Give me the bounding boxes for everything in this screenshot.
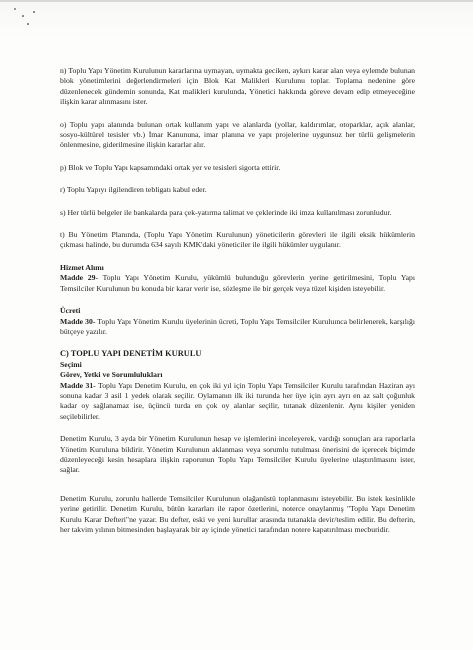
heading-gorev-yetki: Görev, Yetki ve Sorumlulukları	[60, 370, 163, 380]
paragraph-o: o) Toplu yapı alanında bulunan ortak kullanım yapı ve alanlarda (yollar, kaldırımlar, otoparklar, açık alanlar, sosyo-kültürel tesisler vb.) İmar Kanununa, imar planına ve yapı projelerine uygunsuz her türlü gelişmelerin önlenmesine, giderilmesine ilişkin kararlar alır.	[60, 119, 415, 150]
article-30	[60, 317, 415, 338]
scan-speck	[27, 23, 29, 25]
heading-ucreti: Ücreti	[60, 306, 81, 316]
scan-speck	[22, 15, 24, 17]
article-29-text: Toplu Yapı Yönetim Kurulu, yükümlü bulunduğu görevlerin yerine getirilmesini, Toplu Yapı Temsilciler Kurulunun bu konuda bir karar verir ise, sözleşme ile bir gerçek veya tüzel kişiden isteyebilir.	[60, 273, 415, 293]
document-body	[60, 66, 415, 547]
article-30-text: Toplu Yapı Yönetim Kurulu üyelerinin ücreti, Toplu Yapı Temsilciler Kuruluınca belirlenerek, karşılığı bütçeye yazılır.	[60, 316, 415, 336]
section-c-title: C) TOPLU YAPI DENETİM KURULU	[60, 349, 202, 359]
paragraph-p: p) Blok ve Toplu Yapı kapsamındaki ortak yer ve tesisleri sigorta ettirir.	[60, 162, 281, 172]
scan-speck	[14, 8, 16, 10]
paragraph-denetim-1: Denetim Kurulu, 3 ayda bir Yönetim Kurulunun hesap ve işlemlerini inceleyerek, vardığı sonuçları ara raporlarla Yönetim Kuruluna bildirir. Yönetim Kurulunun aklanması veya sorumlu tutulması önerisini de içerecek biçimde düzenleyeceği kesin hesaplara ilişkin raporunun Toplu Yapı Temsilciler Kurulu üyelerine ulaştırılmasını ister, sağlar.	[60, 434, 415, 475]
scan-edge	[0, 0, 473, 2]
heading-hizmet-alimi: Hizmet Alımı	[60, 262, 104, 272]
article-30-label: Madde 30-	[60, 316, 96, 326]
article-31-text: Toplu Yapı Denetim Kurulu, en çok iki yıl için Toplu Yapı Temsilciler Kurulu tarafından Haziran ayı sonuna kadar 3 asil 1 yedek olarak seçilir. Oylamanın ilk iki turunda her üye için ayrı ayrı en az salt çoğunluk kadar oy sağlanamaz ise, üçüncü turda en çok oy alanlar seçilir, tutanak düzenlenir. Aynı kişiler yeniden seçilebilirler.	[60, 380, 416, 421]
article-29	[60, 273, 415, 294]
paragraph-denetim-2: Denetim Kurulu, zorunlu hallerde Temsilciler Kurulunun olağanüstü toplanmasını isteyebilir. Bu istek kesinlikle yerine getirilir. Denetim Kurulu, bütün kararları ile rapor özetlerini, noterce onaylanmış "Toplu Yapı Denetim Kurulu Karar Defteri"ne yazar. Bu defter, eski ve yeni kurullar arasında tutanakla devir/teslim edilir. Bu defterin, her takvim yılının bitmesinden başlayarak bir ay içinde yönetici tarafından notere kapatırılması mecburidir.	[60, 493, 415, 534]
scan-speck	[33, 11, 35, 13]
paragraph-t: t) Bu Yönetim Planında, (Toplu Yapı Yönetim Kurulunun) yöneticilerin görevleri ile ilgili eksik hükümlerin çıkması halinde, bu durumda 634 sayılı KMK'daki yöneticiler ile ilgili hükümler uygulanır.	[60, 230, 415, 250]
article-31	[60, 381, 415, 423]
paragraph-n: n) Toplu Yapı Yönetim Kurulunun kararlarına uymayan, uymakta geciken, aykırı karar alan veya eylemde bulunan blok yönetimlerini değerlendirmeleri için Blok Kat Malikleri Kurulunu toplar. Toplama nedenine göre düzenlenecek gündemin sonunda, Kat malikleri kurulunda, Yönetici hakkında göreve devam edip etmeyeceğine ilişkin karar alınmasını ister.	[60, 66, 415, 107]
paragraph-s: s) Her türlü belgeler ile bankalarda para çek-yatırma talimat ve çeklerinde iki imza kullanılması zorunludur.	[60, 207, 392, 217]
paragraph-r: r) Toplu Yapıyı ilgilendiren tebligatı kabul eder.	[60, 185, 207, 195]
article-31-label: Madde 31-	[60, 380, 96, 390]
article-29-label: Madde 29-	[60, 273, 99, 283]
heading-secimi: Seçimi	[60, 359, 82, 369]
